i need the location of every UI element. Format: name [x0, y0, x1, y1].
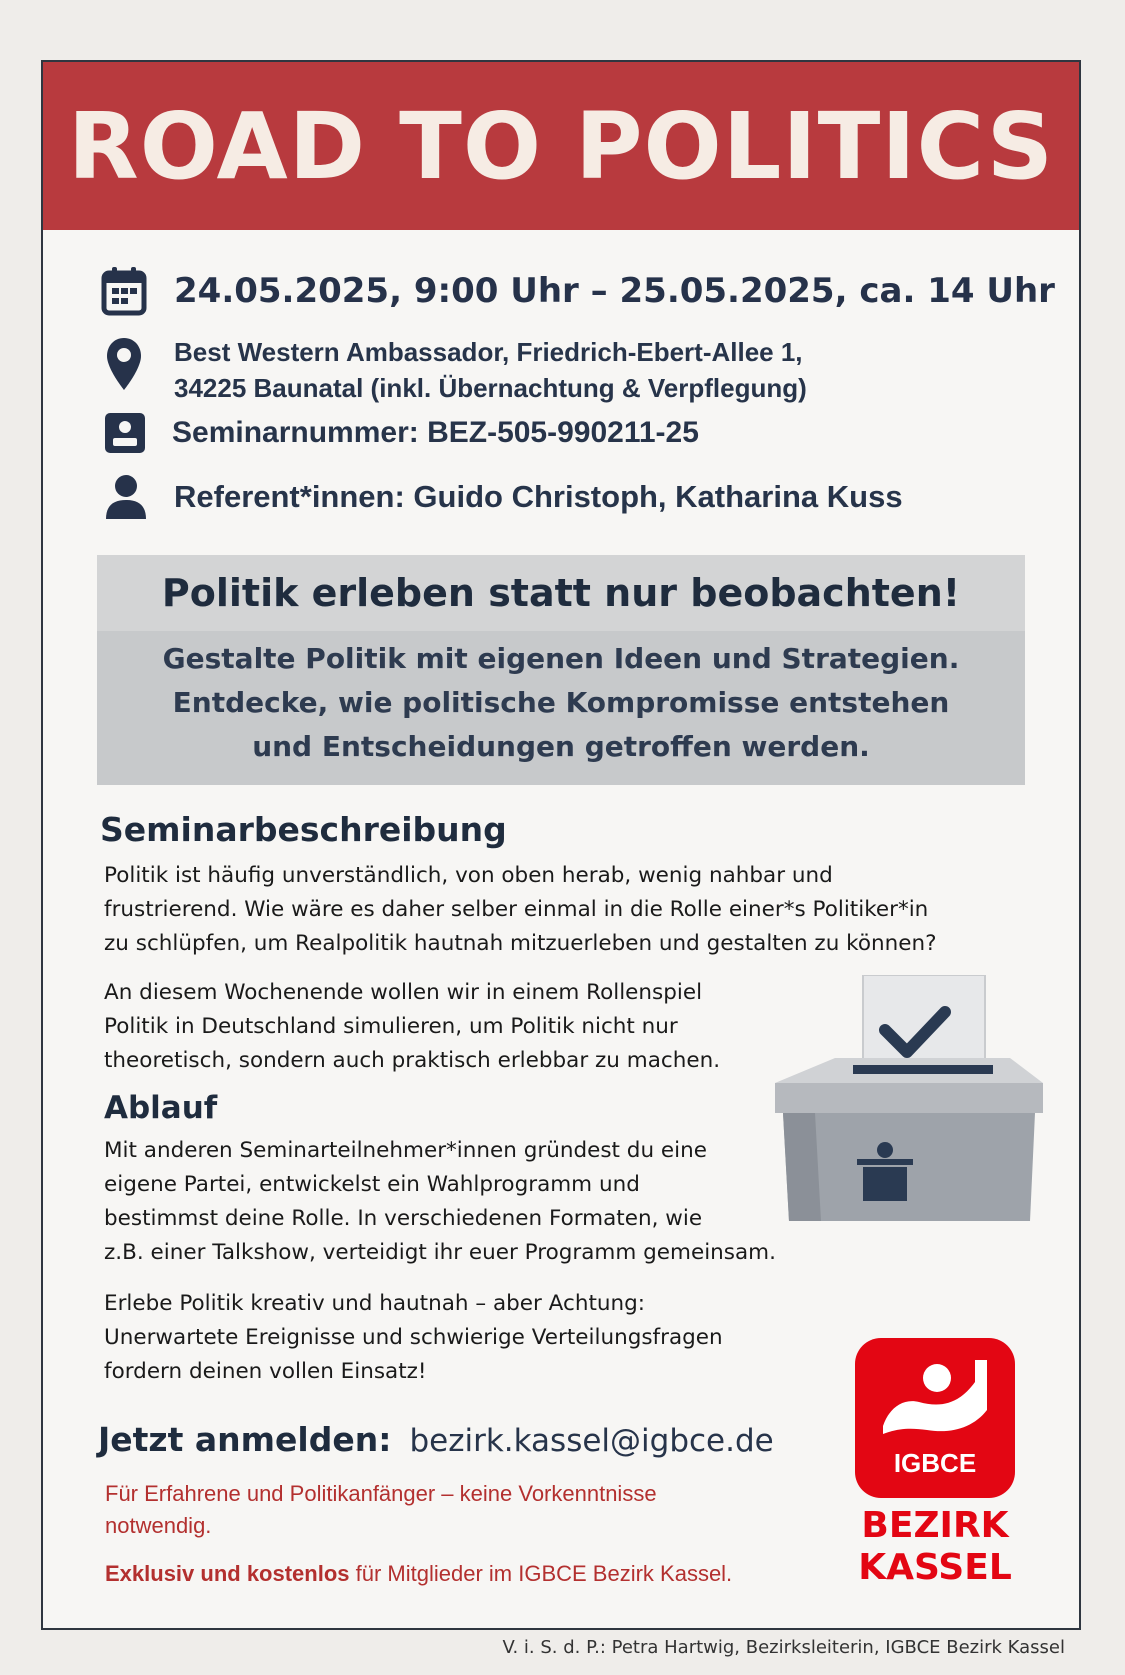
description-heading: Seminarbeschreibung [100, 810, 507, 849]
igbce-logo [855, 1338, 1015, 1498]
exclusive-bold: Exklusiv und kostenlos [105, 1561, 350, 1586]
seminar-number-row [104, 412, 699, 454]
date-row [100, 265, 1055, 317]
ablauf-paragraph-1 [104, 1134, 776, 1270]
text-line: zu schlüpfen, um Realpolitik hautnah mitzuerleben und gestalten zu können? [104, 931, 937, 956]
seminar-number: Seminarnummer: BEZ-505-990211-25 [172, 416, 699, 449]
calendar-icon [100, 265, 148, 317]
ballot-box-icon [775, 975, 1045, 1259]
bezirk-line-2: KASSEL [858, 1547, 1012, 1588]
title-banner [43, 62, 1079, 230]
registration [98, 1420, 774, 1459]
text-line: Mit anderen Seminarteilnehmer*innen gründest du eine [104, 1138, 707, 1163]
text-line: eigene Partei, entwickelst ein Wahlprogramm und [104, 1172, 640, 1197]
bezirk-line-1: BEZIRK [861, 1505, 1009, 1546]
person-icon [104, 473, 148, 521]
text-line: Politik in Deutschland simulieren, um Politik nicht nur [104, 1014, 678, 1039]
teaser-body [97, 631, 1025, 769]
ablauf-paragraph-2 [104, 1287, 723, 1389]
igbce-figure-icon [855, 1338, 1015, 1448]
location-line-2: 34225 Baunatal (inkl. Übernachtung & Verpflegung) [174, 373, 807, 403]
text-line: theoretisch, sondern auch praktisch erlebbar zu machen. [104, 1048, 721, 1073]
text-line: frustrierend. Wie wäre es daher selber einmal in die Rolle einer*s Politiker*in [104, 897, 929, 922]
exclusive-note [105, 1558, 732, 1590]
requirements-line-1: Für Erfahrene und Politikanfänger – keine Vorkenntnisse [105, 1481, 657, 1506]
poster-title: ROAD TO POLITICS [67, 92, 1055, 200]
teaser-box [97, 555, 1025, 785]
location-row [104, 334, 807, 406]
requirements-note [105, 1478, 657, 1542]
teaser-line-1: Gestalte Politik mit eigenen Ideen und Strategien. [162, 642, 960, 675]
teaser-line-3: und Entscheidungen getroffen werden. [252, 730, 870, 763]
ablauf-heading: Ablauf [104, 1090, 218, 1126]
description-paragraph-1 [104, 859, 937, 961]
event-date: 24.05.2025, 9:00 Uhr – 25.05.2025, ca. 14 Uhr [174, 271, 1055, 311]
exclusive-rest: für Mitglieder im IGBCE Bezirk Kassel. [349, 1561, 733, 1586]
location-line-1: Best Western Ambassador, Friedrich-Ebert-Allee 1, [174, 337, 803, 367]
imprint-footer: V. i. S. d. P.: Petra Hartwig, Bezirksleiterin, IGBCE Bezirk Kassel [502, 1637, 1065, 1658]
text-line: Unerwartete Ereignisse und schwierige Verteilungsfragen [104, 1325, 723, 1350]
speakers: Referent*innen: Guido Christoph, Katharina Kuss [174, 479, 903, 514]
speakers-row [104, 473, 903, 521]
text-line: bestimmst deine Rolle. In verschiedenen Formaten, wie [104, 1206, 703, 1231]
text-line: An diesem Wochenende wollen wir in einem Rollenspiel [104, 980, 703, 1005]
teaser-line-2: Entdecke, wie politische Kompromisse entstehen [172, 686, 950, 719]
text-line: fordern deinen vollen Einsatz! [104, 1359, 427, 1384]
text-line: Politik ist häufig unverständlich, von oben herab, wenig nahbar und [104, 863, 833, 888]
map-pin-icon [104, 334, 144, 394]
logo-label: IGBCE [893, 1448, 977, 1478]
registration-email-link[interactable]: bezirk.kassel@igbce.de [409, 1423, 774, 1459]
requirements-line-2: notwendig. [105, 1513, 212, 1538]
description-paragraph-2 [104, 976, 720, 1078]
bezirk-label [855, 1505, 1015, 1589]
id-card-icon [104, 412, 146, 454]
teaser-headline: Politik erleben statt nur beobachten! [97, 555, 1025, 631]
registration-label: Jetzt anmelden: [98, 1420, 392, 1459]
location [174, 334, 807, 406]
text-line: z.B. einer Talkshow, verteidigt ihr euer Programm gemeinsam. [104, 1240, 776, 1265]
text-line: Erlebe Politik kreativ und hautnah – aber Achtung: [104, 1291, 646, 1316]
